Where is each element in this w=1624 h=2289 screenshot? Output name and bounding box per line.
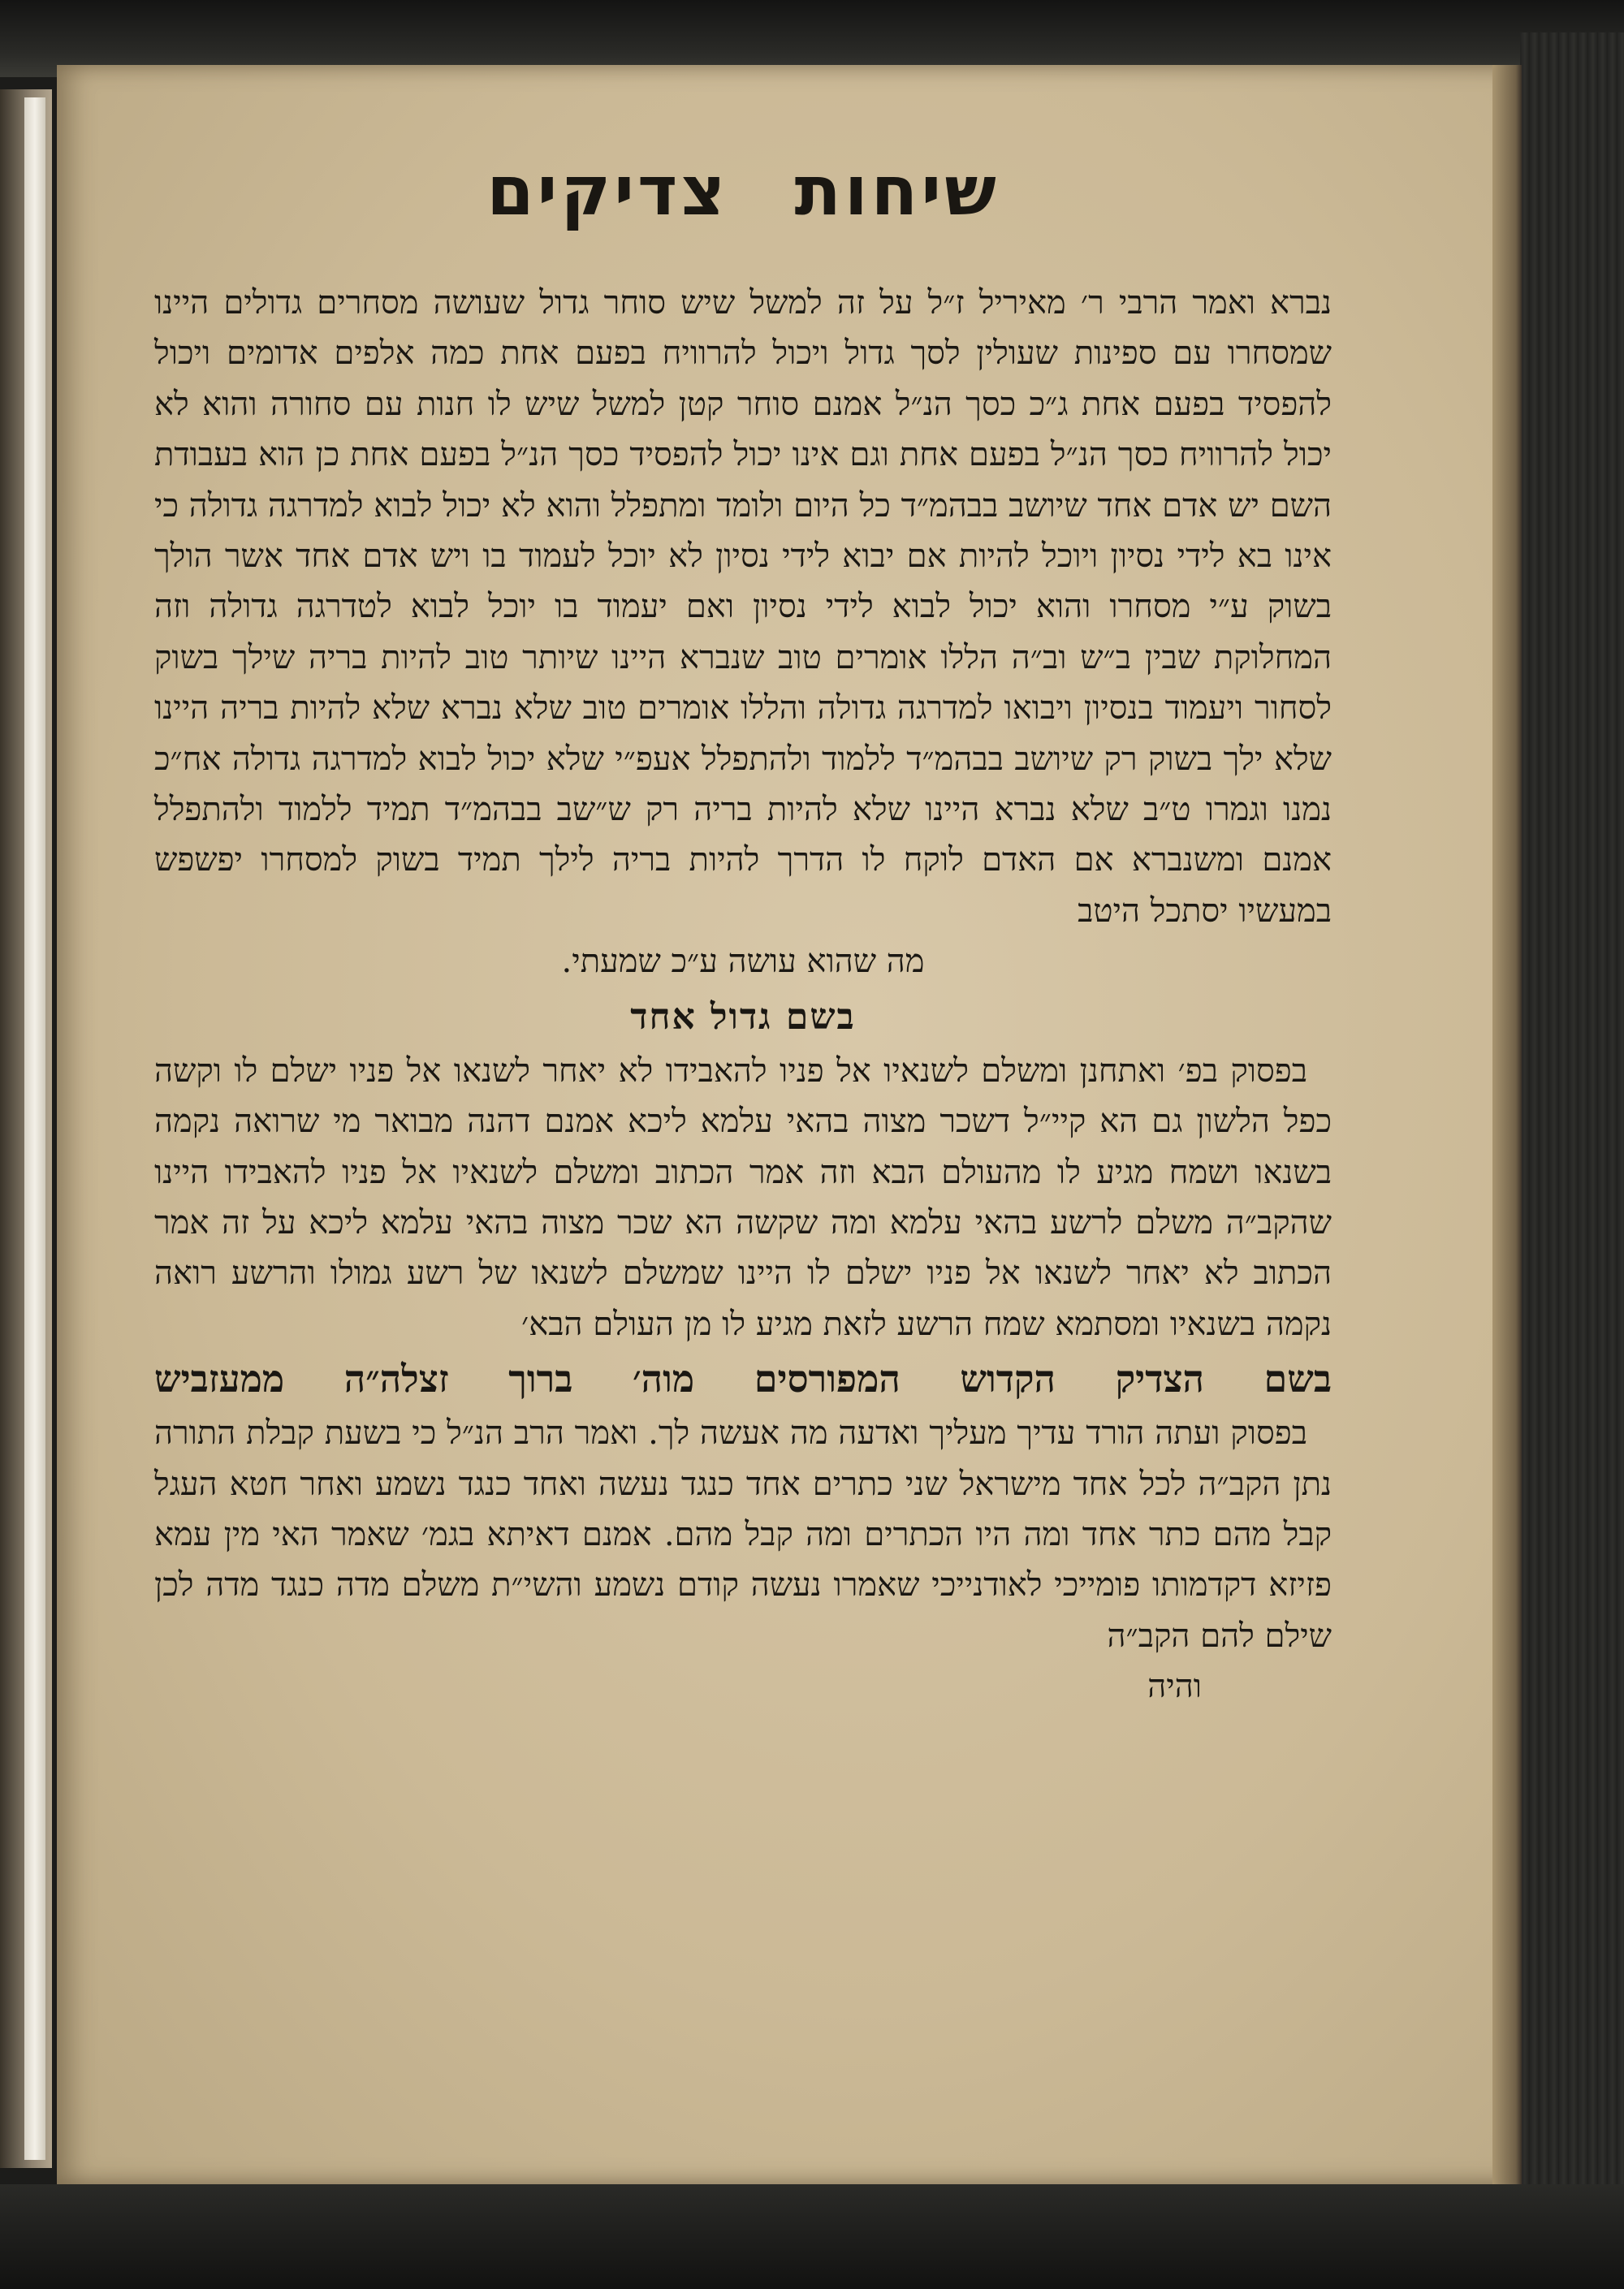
book-cover-bottom bbox=[0, 2184, 1624, 2289]
paragraph-3: בפסוק ועתה הורד עדיך מעליך ואדעה מה אעשה לך. ואמר הרב הנ״ל כי בשעת קבלת התורה נתן הקב״ה לכל אחד מישראל שני כתרים אחד כנגד נעשה ואחד כנגד נשמע ואחר חטא העגל קבל מהם כתר אחד ומה היו הכתרים ומה קבל מהם. אמנם דאיתא בגמ׳ שאמר האי מין עמא פזיזא דקדמותו פומייכי לאודנייכי שאמרו נעשה קודם נשמע והשי״ת משלם מדה כנגד מדה לכן שילם להם הקב״ה bbox=[154, 1414, 1332, 1655]
paragraph-2: בפסוק בפ׳ ואתחנן ומשלם לשנאיו אל פניו להאבידו לא יאחר לשנאו אל פניו ישלם לו וקשה כפל הלשון גם הא קיי״ל דשכר מצוה בהאי עלמא ליכא אמנם דהנה מבואר מי שרואה נקמה בשנאו ושמח מגיע לו מהעולם הבא וזה אמר הכתוב ומשלם לשנאיו אל פניו להאבידו היינו שהקב״ה משלם לרשע בהאי עלמא ומה שקשה הא שכר מצוה בהאי עלמא ליכא על זה אמר הכתוב לא יאחר לשנאו אל פניו ישלם לו היינו שמשלם לשנאו של רשע גמולו והרשע רואה נקמה בשנאיו ומסתמא שמח הרשע לזאת מגיע לו מן העולם הבא׳ bbox=[154, 1052, 1332, 1343]
gutter-page-strip bbox=[24, 97, 45, 2160]
paragraph-1-closing-line: מה שהוא עושה ע״כ שמעתי. bbox=[561, 943, 925, 981]
section-heading-gadol-echad: בשם גדול אחד bbox=[630, 995, 856, 1038]
section-heading-tzaddik: בשם הצדיק הקדוש המפורסים מוה׳ ברוך זצלה״ה ממעזביש bbox=[154, 1357, 1332, 1401]
paragraph-3-continuation-word: והיה bbox=[1147, 1668, 1202, 1706]
page-text-block bbox=[154, 130, 1332, 1712]
page-right-edge bbox=[1492, 65, 1522, 2184]
page-title: שיחות צדיקים bbox=[486, 151, 1000, 231]
paragraph-1: נברא ואמר הרבי ר׳ מאיריל ז״ל על זה למשל שיש סוחר גדול שעושה מסחרים גדולים היינו שמסחרו עם ספינות שעולין לסך גדול ויכול להרוויח בפעם אחת כמה אלפים אדומים ויכול להפסיד בפעם אחת ג״כ כסך הנ״ל אמנם סוחר קטן למשל שיש לו חנות עם סחורה והוא לא יכול להרוויח כסך הנ״ל בפעם אחת וגם אינו יכול להפסיד כסך הנ״ל בפעם אחת כן הוא בעבודת השם יש אדם אחד שיושב בבהמ״ד כל היום ולומד ומתפלל והוא לא יכול לבוא למדרגה גדולה כי אינו בא לידי נסיון ויוכל להיות אם יבוא לידי נסיון לא יוכל לעמוד בו ויש אדם אחד אשר הולך בשוק ע״י מסחרו והוא יכול לבוא לידי נסיון ואם יעמוד בו יוכל לבוא לטדרגה גדולה וזה המחלוקת שבין ב״ש וב״ה הללו אומרים טוב שנברא היינו שיותר טוב להיות בריה שילך בשוק לסחור ויעמוד בנסיון ויבואו למדרגה גדולה והללו אומרים טוב שלא נברא שלא להיות בריה היינו שלא ילך בשוק רק שיושב בבהמ״ד ללמוד ולהתפלל אעפ״י שלא יכול לבוא למדרגה גדולה אח״כ נמנו וגמרו ט״ב שלא נברא היינו שלא להיות בריה רק ש״שב בבהמ״ד תמיד ללמוד ולהתפלל אמנם ומשנברא אם האדם לוקח לו הדרך להיות בריה לילך תמיד בשוק למסחרו יפשפש במעשיו יסתכל היטב bbox=[154, 284, 1332, 930]
book-cover-spine bbox=[1520, 32, 1624, 2289]
